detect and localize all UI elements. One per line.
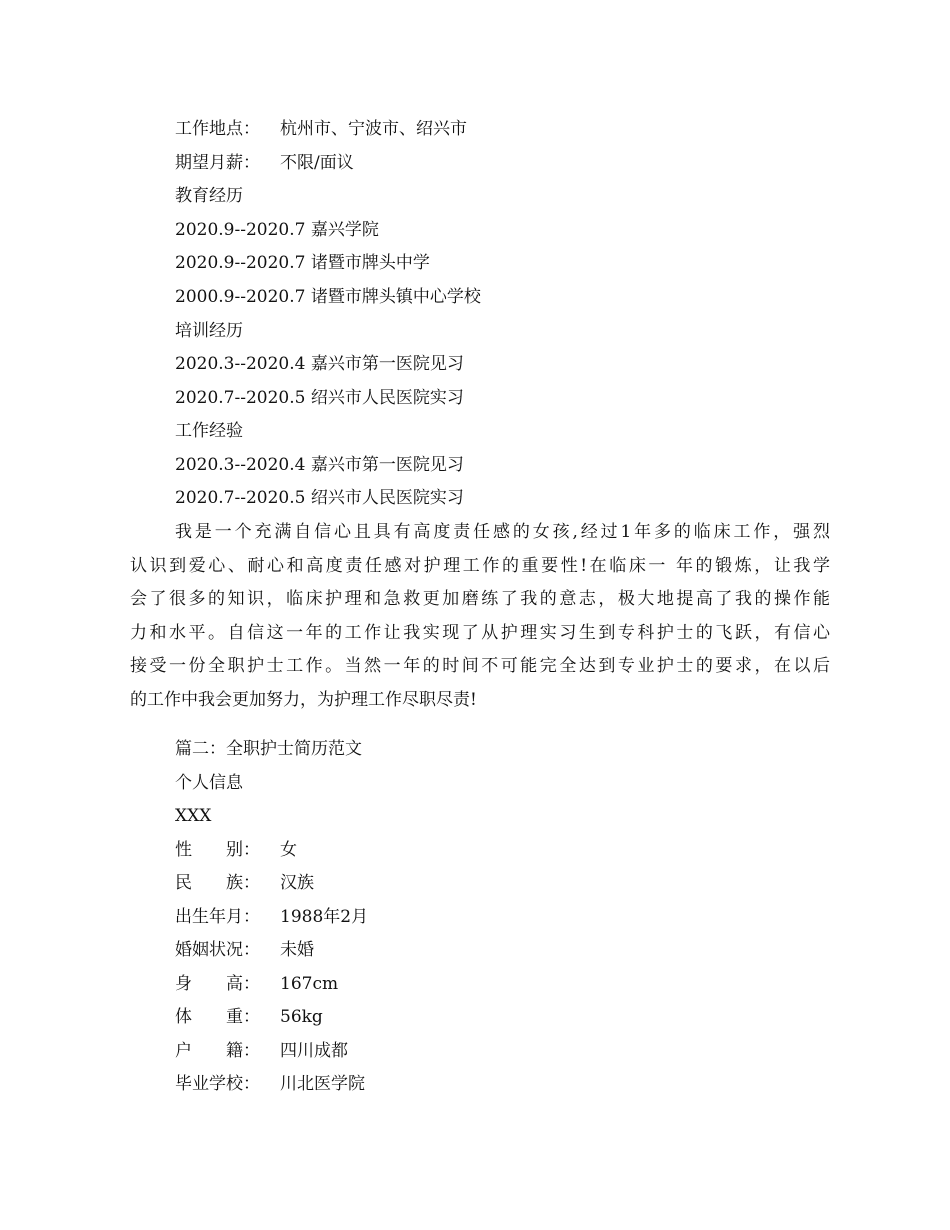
ethnicity-value: 汉族 (280, 873, 314, 893)
household-registration-value: 四川成都 (280, 1041, 348, 1061)
work-location-label: 工作地点： (175, 119, 260, 139)
marital-status-value: 未婚 (280, 940, 314, 960)
weight-label: 体 重： (175, 1007, 260, 1027)
self-statement-line: 力和水平。自信这一年的工作让我实现了从护理实习生到专科护士的飞跃，有信心 (130, 622, 830, 643)
weight-line (175, 1001, 323, 1034)
birth-date-value: 1988年2月 (280, 907, 369, 927)
training-item: 2020.3--2020.4 嘉兴市第一医院见习 (175, 354, 464, 374)
weight-value: 56kg (280, 1007, 323, 1027)
graduate-school-label: 毕业学校： (175, 1074, 260, 1094)
gender-line (175, 834, 297, 867)
ethnicity-label: 民 族： (175, 873, 260, 893)
work-item: 2020.7--2020.5 绍兴市人民医院实习 (175, 488, 464, 508)
household-registration-label: 户 籍： (175, 1041, 260, 1061)
expected-salary-label: 期望月薪： (175, 153, 260, 173)
ethnicity-line (175, 867, 314, 900)
education-heading: 教育经历 (175, 186, 243, 206)
height-value: 167cm (280, 974, 339, 994)
work-location-line (175, 113, 467, 146)
birth-date-label: 出生年月： (175, 907, 260, 927)
education-item: 2020.9--2020.7 嘉兴学院 (175, 220, 379, 240)
birth-date-line (175, 901, 368, 934)
self-statement-line: 我是一个充满自信心且具有高度责任感的女孩,经过1年多的临床工作，强烈 (175, 522, 830, 542)
height-line (175, 968, 338, 1001)
graduate-school-line (175, 1068, 365, 1101)
gender-value: 女 (280, 840, 297, 860)
self-statement-line: 的工作中我会更加努力，为护理工作尽职尽责! (130, 689, 477, 710)
expected-salary-line (175, 147, 354, 180)
height-label: 身 高： (175, 974, 260, 994)
marital-status-line (175, 934, 314, 967)
self-statement-line: 认识到爱心、耐心和高度责任感对护理工作的重要性!在临床一 年的锻炼，让我学 (130, 555, 830, 576)
marital-status-label: 婚姻状况： (175, 940, 260, 960)
household-registration-line (175, 1035, 348, 1068)
training-heading: 培训经历 (175, 321, 243, 341)
training-item: 2020.7--2020.5 绍兴市人民医院实习 (175, 388, 464, 408)
self-statement-line: 接受一份全职护士工作。当然一年的时间不可能完全达到专业护士的要求，在以后 (130, 656, 830, 677)
education-item: 2020.9--2020.7 诸暨市牌头中学 (175, 253, 430, 273)
section-title: 篇二：全职护士简历范文 (175, 739, 362, 759)
education-item: 2000.9--2020.7 诸暨市牌头镇中心学校 (175, 287, 481, 307)
expected-salary-value: 不限/面议 (280, 153, 354, 173)
work-location-value: 杭州市、宁波市、绍兴市 (280, 119, 467, 139)
self-statement-line: 会了很多的知识，临床护理和急救更加磨练了我的意志，极大地提高了我的操作能 (130, 589, 830, 610)
personal-info-heading: 个人信息 (175, 773, 243, 793)
graduate-school-value: 川北医学院 (280, 1074, 365, 1094)
person-name: XXX (175, 806, 212, 826)
gender-label: 性 别： (175, 840, 260, 860)
work-item: 2020.3--2020.4 嘉兴市第一医院见习 (175, 455, 464, 475)
self-statement (130, 516, 830, 718)
work-heading: 工作经验 (175, 421, 243, 441)
